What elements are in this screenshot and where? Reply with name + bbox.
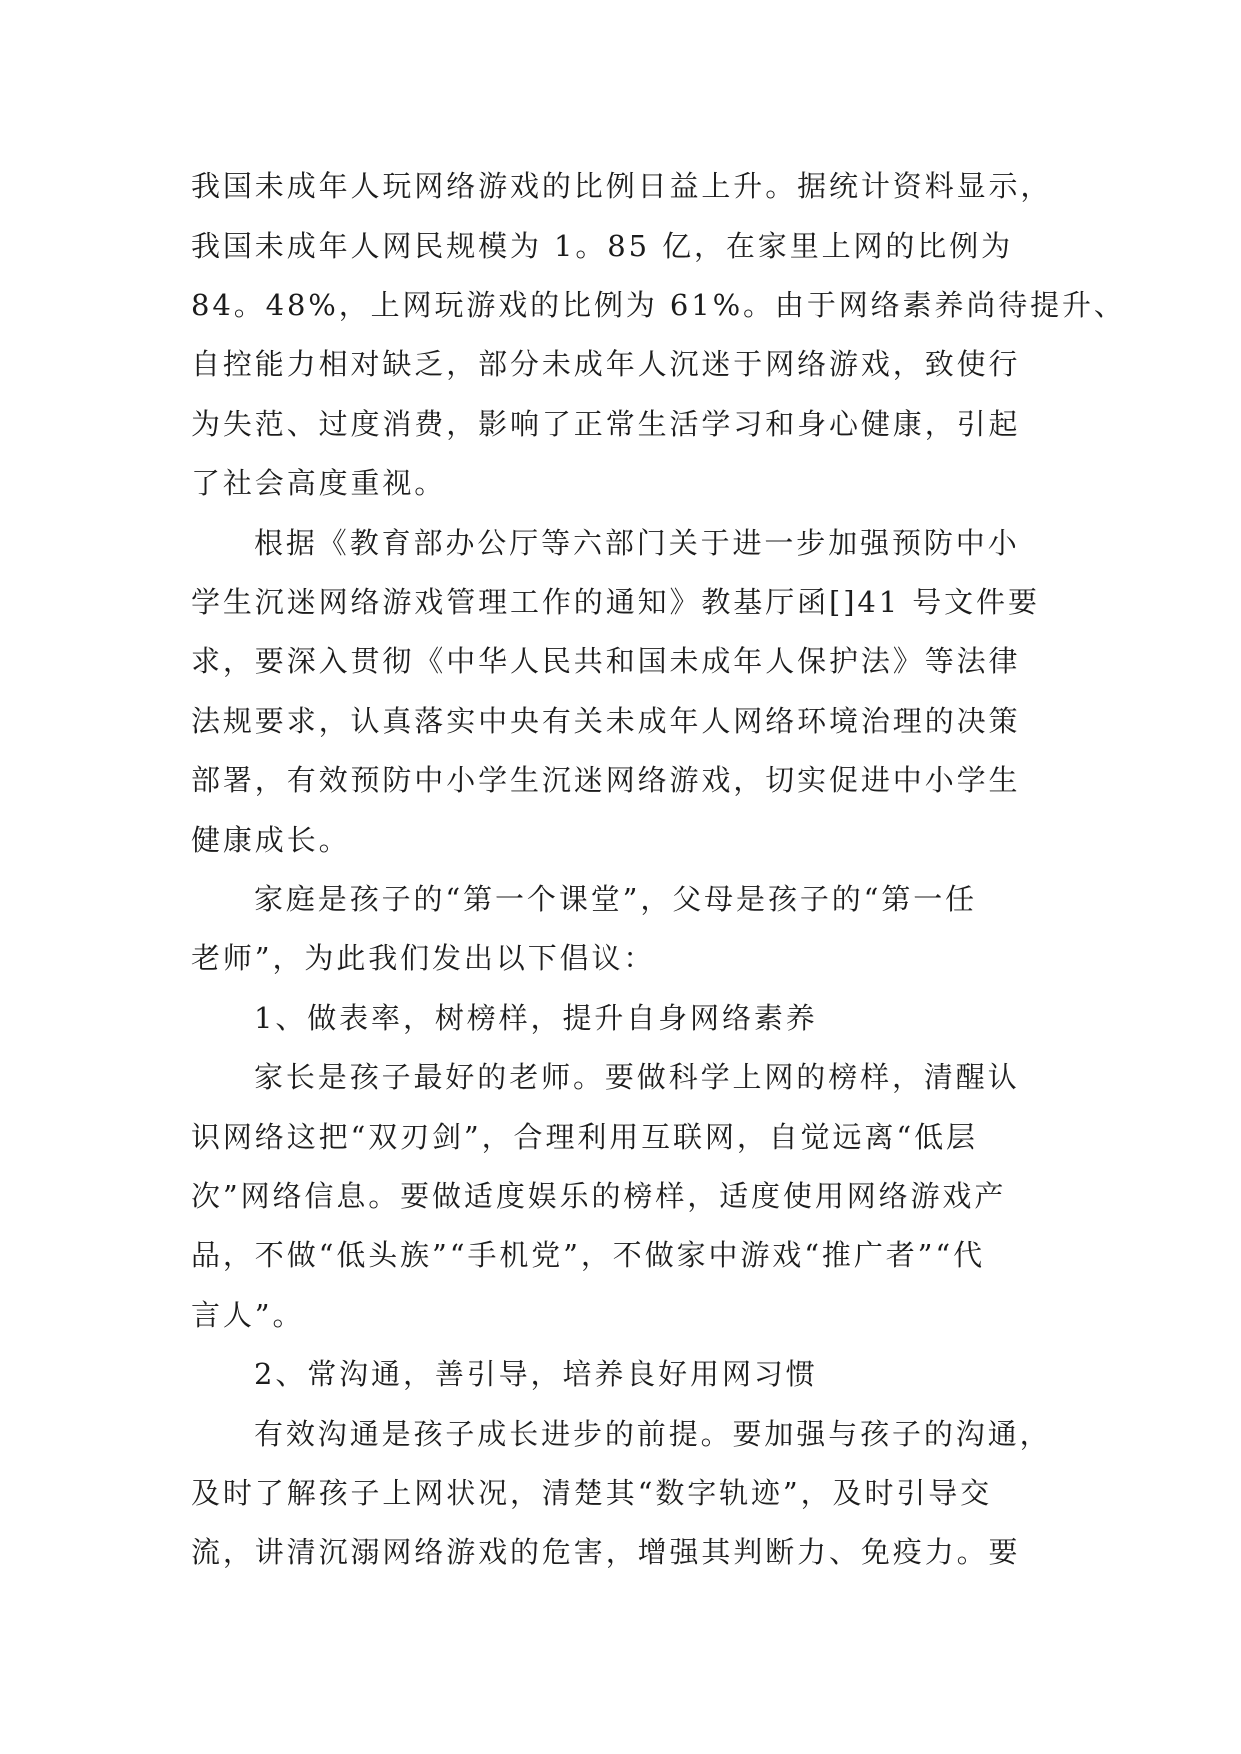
text-line: 为失范、过度消费，影响了正常生活学习和身心健康，引起 <box>191 407 1021 441</box>
text-line: 我国未成年人玩网络游戏的比例日益上升。据统计资料显示， <box>191 169 1053 203</box>
text-line: 家长是孩子最好的老师。要做科学上网的榜样，清醒认 <box>254 1060 1020 1094</box>
text-line: 自控能力相对缺乏，部分未成年人沉迷于网络游戏，致使行 <box>191 347 1021 381</box>
section-heading: 1、做表率，树榜样，提升自身网络素养 <box>254 1001 818 1035</box>
text-line: 有效沟通是孩子成长进步的前提。要加强与孩子的沟通， <box>254 1417 1052 1451</box>
text-line: 求，要深入贯彻《中华人民共和国未成年人保护法》等法律 <box>191 644 1021 678</box>
section-heading: 2、常沟通，善引导，培养良好用网习惯 <box>254 1357 818 1391</box>
text-line: 家庭是孩子的“第一个课堂”，父母是孩子的“第一任 <box>254 882 978 916</box>
text-line: 84。48%，上网玩游戏的比例为 61%。由于网络素养尚待提升、 <box>191 288 1126 322</box>
text-line: 流，讲清沉溺网络游戏的危害，增强其判断力、免疫力。要 <box>191 1535 1021 1569</box>
text-line: 部署，有效预防中小学生沉迷网络游戏，切实促进中小学生 <box>191 763 1021 797</box>
text-line: 次”网络信息。要做适度娱乐的榜样，适度使用网络游戏产 <box>191 1179 1007 1213</box>
text-line: 了社会高度重视。 <box>191 466 447 500</box>
text-line: 健康成长。 <box>191 823 351 857</box>
text-line: 品，不做“低头族”“手机党”，不做家中游戏“推广者”“代 <box>191 1238 985 1272</box>
text-line: 老师”，为此我们发出以下倡议： <box>191 941 656 975</box>
text-line: 根据《教育部办公厅等六部门关于进一步加强预防中小 <box>254 526 1020 560</box>
text-line: 识网络这把“双刃剑”，合理利用互联网，自觉远离“低层 <box>191 1120 978 1154</box>
text-line: 言人”。 <box>191 1298 305 1332</box>
text-line: 我国未成年人网民规模为 1。85 亿，在家里上网的比例为 <box>191 229 1013 263</box>
text-line: 学生沉迷网络游戏管理工作的通知》教基厅函[]41 号文件要 <box>191 585 1040 619</box>
text-line: 及时了解孩子上网状况，清楚其“数字轨迹”，及时引导交 <box>191 1476 993 1510</box>
text-line: 法规要求，认真落实中央有关未成年人网络环境治理的决策 <box>191 704 1021 738</box>
